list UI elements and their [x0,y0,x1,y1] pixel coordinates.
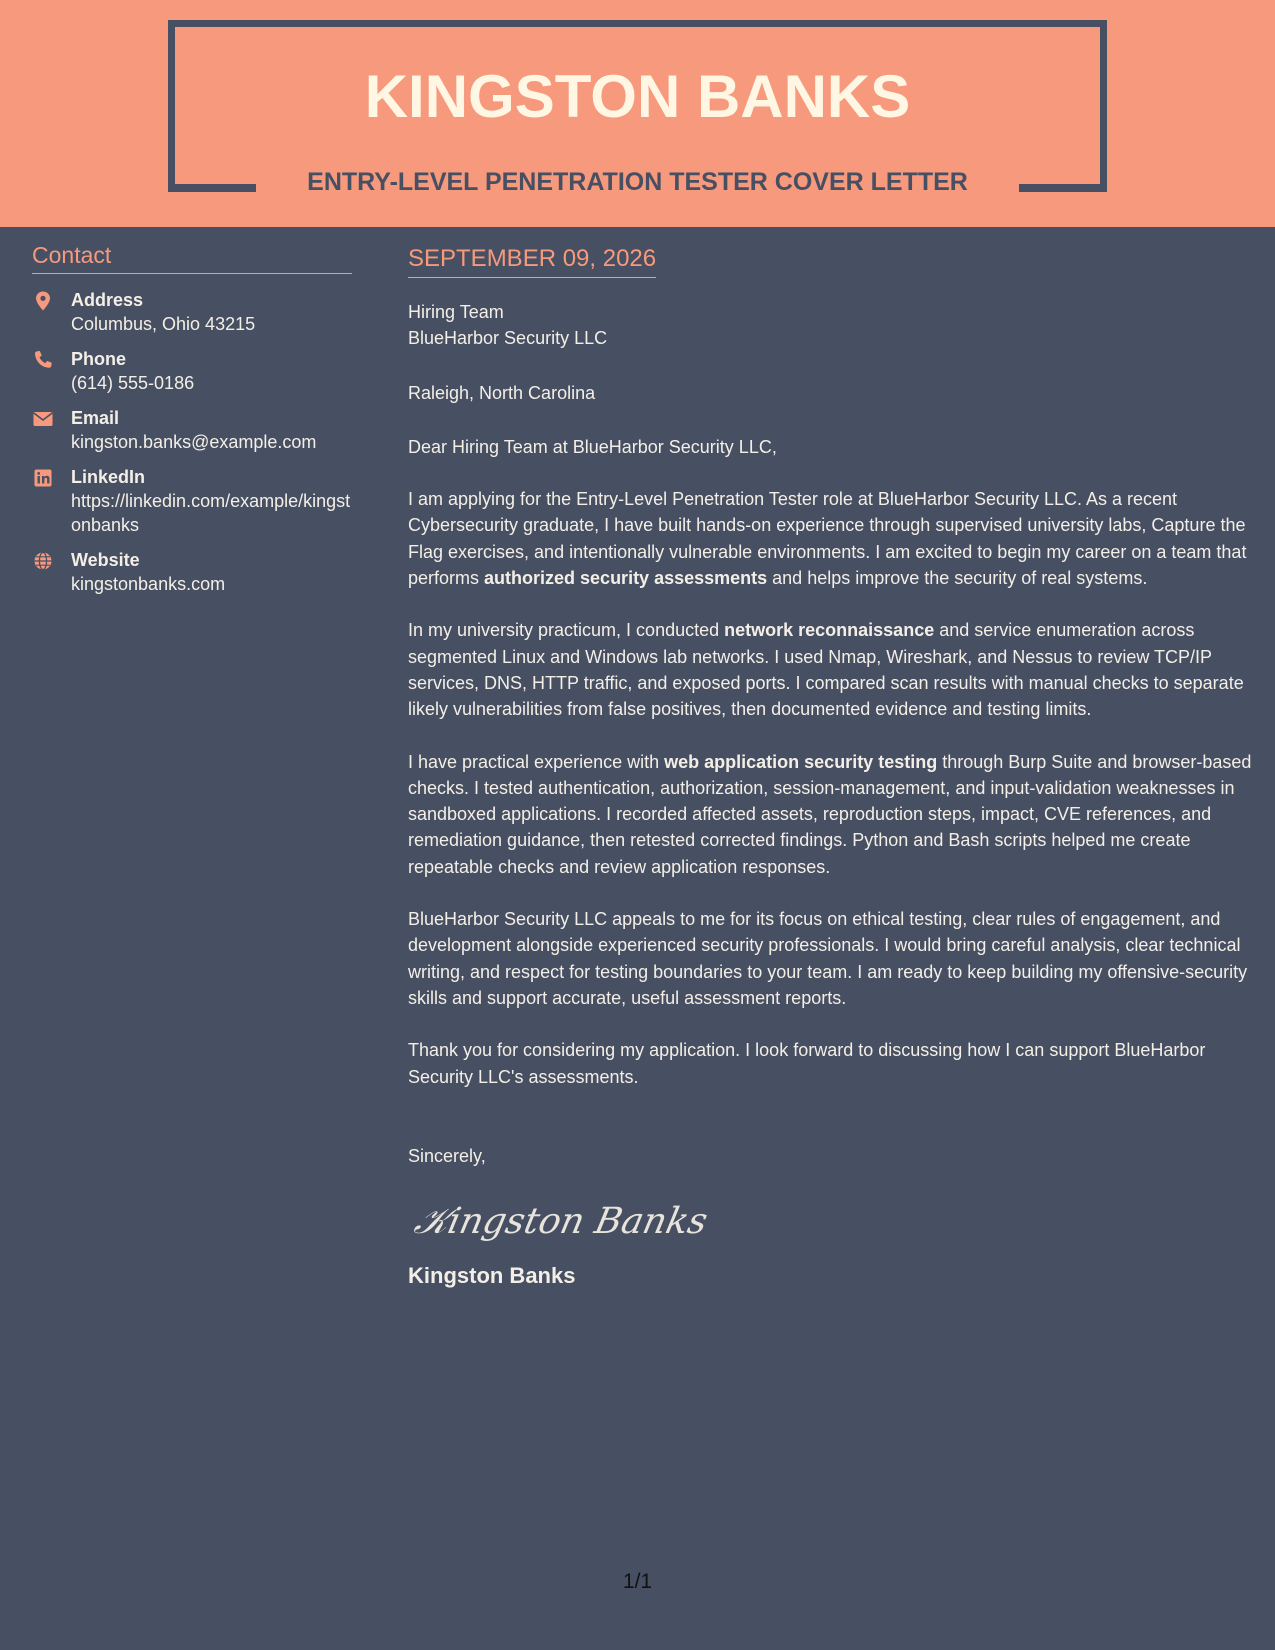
contact-label: Phone [71,349,127,369]
body-paragraph [408,749,1253,880]
contact-label: Email [71,408,120,428]
contact-value: (614) 555-0186 [71,373,195,393]
paragraph-text: and helps improve the security of real systems. [767,568,1148,589]
recipient-name: Hiring Team [408,302,504,322]
header-banner [0,0,1275,227]
page-number: 1/1 [622,1570,653,1593]
paragraph-highlight: authorized security assessments [484,568,768,589]
phone-icon [32,349,54,371]
paragraph-text: through Burp Suite and browser-based checks. I tested authentication, authorization, session-management, and input-validation weaknesses in sandboxed applications. I recorded affected assets, reproduction steps, impact, CVE references, and remediation guidance, then retested corrected findings. Python and Bash scripts helped me create repeatable checks and review application responses. [408,751,1252,877]
body-paragraph [408,906,1253,1011]
contact-value: kingston.banks@example.com [71,432,317,452]
salutation: Dear Hiring Team at BlueHarbor Security LLC, [408,436,777,457]
contact-value: https://linkedin.com/example/kingstonbanks [71,491,351,535]
recipient-company: BlueHarbor Security LLC [408,328,608,349]
document-title: ENTRY-LEVEL PENETRATION TESTER COVER LETTER [307,168,968,196]
linkedin-icon [32,467,54,489]
paragraph-text: I am applying for the Entry-Level Penetration Tester role at BlueHarbor Security LLC. As a recent Cybersecurity graduate, I have built hands-on experience through supervised university labs, Capture the Flag exercises, and intentionally vulnerable environments. I am excited to begin my career on a team that performs [408,489,1247,589]
contact-value: kingstonbanks.com [71,574,226,594]
letter-date: SEPTEMBER 09, 2026 [408,245,656,278]
signature-script: 𝒦ingston 𝐵anks [410,1199,712,1243]
envelope-icon [32,408,54,430]
contact-label: Address [71,290,144,310]
contact-item-phone [32,347,352,395]
paragraph-text: and service enumeration across segmented Linux and Windows lab networks. I used Nmap, Wireshark, and Nessus to review TCP/IP services, DNS, HTTP traffic, and exposed ports. I compared scan results with manual checks to separate likely vulnerabilities from false positives, then documented evidence and testing limits. [408,620,1244,720]
contact-label: Website [71,550,140,570]
globe-icon [32,550,54,572]
paragraph-highlight: network reconnaissance [724,620,935,641]
signer-name: Kingston Banks [408,1263,576,1289]
applicant-name: KINGSTON BANKS [364,63,911,130]
contact-item-linkedin [32,465,352,537]
body-paragraph [408,486,1253,591]
paragraph-text: I have practical experience with [408,751,665,772]
map-pin-icon [32,290,54,312]
contact-item-email [32,406,352,454]
contact-label: LinkedIn [71,467,146,487]
contact-value: Columbus, Ohio 43215 [71,314,256,334]
body-paragraph [408,1037,1253,1090]
paragraph-text: In my university practicum, I conducted [408,620,725,641]
letter-body [408,245,1253,1289]
recipient-location: Raleigh, North Carolina [408,382,596,403]
contact-item-address [32,288,352,336]
recipient-block [408,299,1253,352]
contact-heading: Contact [32,242,352,274]
paragraph-text: Thank you for considering my application. I look forward to discussing how I can support BlueHarbor Security LLC's assessments. [408,1040,1206,1087]
closing: Sincerely, [408,1145,486,1166]
contact-sidebar [32,242,352,607]
paragraph-text: BlueHarbor Security LLC appeals to me for its focus on ethical testing, clear rules of engagement, and development alongside experienced security professionals. I would bring careful analysis, clear technical writing, and respect for testing boundaries to your team. I am ready to keep building my offensive-security skills and support accurate, useful assessment reports. [408,909,1248,1008]
contact-item-website [32,548,352,596]
handwritten-signature [408,1189,1253,1249]
paragraph-highlight: web application security testing [664,751,938,772]
body-paragraph [408,617,1253,722]
